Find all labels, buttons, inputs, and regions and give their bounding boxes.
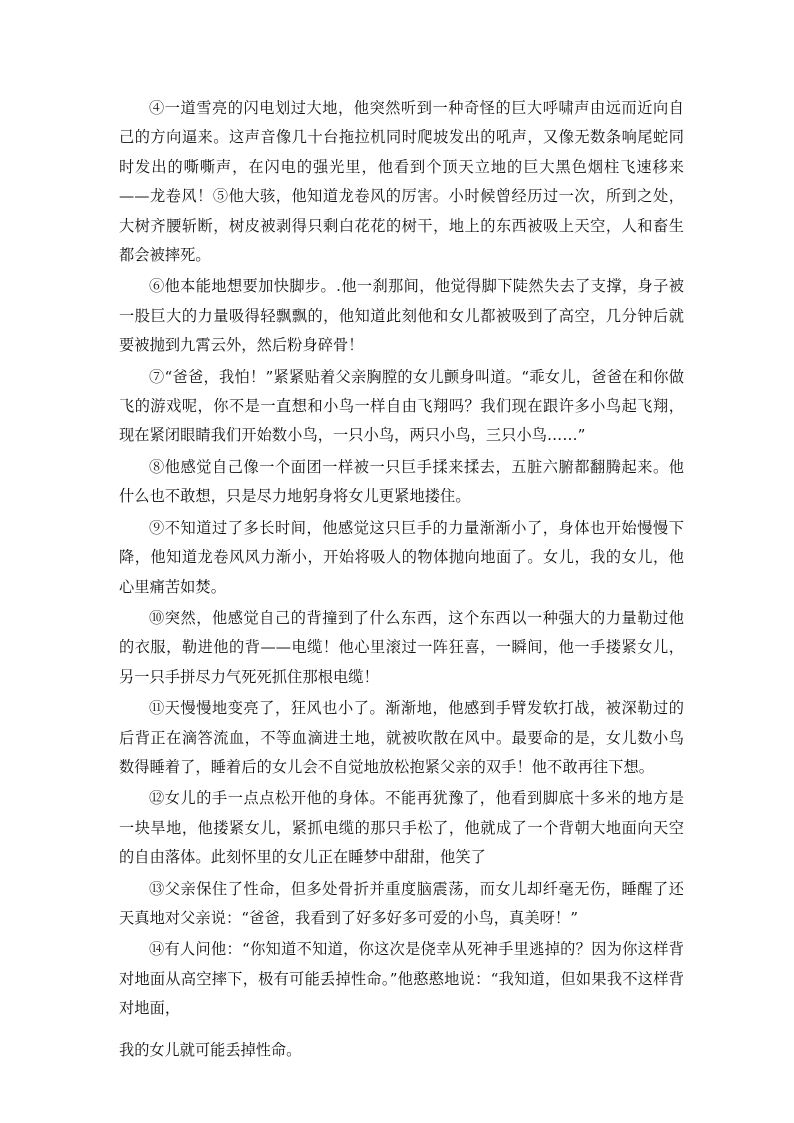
paragraph-12: ⑫女儿的手一点点松开他的身体。不能再犹豫了，他看到脚底十多米的地方是一块旱地，他搂紧女儿，紧抓电缆的那只手松了，他就成了一个背朝大地面向天空的自由落体。此刻怀里的女儿正在睡梦中甜甜，他笑了 <box>119 789 684 867</box>
paragraph-9: ⑨不知道过了多长时间，他感觉这只巨手的力量渐渐小了，身体也开始慢慢下降，他知道龙卷风风力渐小，开始将吸人的物体抛向地面了。女儿，我的女儿，他心里痛苦如焚。 <box>119 518 684 596</box>
article-body <box>119 94 684 1065</box>
final-line: 我的女儿就可能丢掉性命。 <box>119 1040 302 1059</box>
paragraph-4: ④一道雪亮的闪电划过大地，他突然听到一种奇怪的巨大呼啸声由远而近向自己的方向逼来。这声音像几十台拖拉机同时爬坡发出的吼声，又像无数条响尾蛇同时发出的嘶嘶声，在闪电的强光里，他看到个顶天立地的巨大黑色烟柱飞速移来——龙卷风！⑤他大骇，他知道龙卷风的厉害。小时候曾经历过一次，所到之处，大树齐腰斩断，树皮被剥得只剩白花花的树干，地上的东西被吸上天空，人和畜生都会被摔死。 <box>119 99 684 265</box>
paragraph-8: ⑧他感觉自己像一个面团一样被一只巨手揉来揉去，五脏六腑都翻腾起来。他什么也不敢想，只是尽力地躬身将女儿更紧地搂住。 <box>119 457 684 506</box>
paragraph-14: ⑭有人问他：“你知道不知道，你这次是侥幸从死神手里逃掉的？因为你这样背对地面从高空摔下，极有可能丢掉性命。”他憨憨地说：“我知道，但如果我不这样背对地面， <box>119 940 684 1018</box>
paragraph-11: ⑪天慢慢地变亮了，狂风也小了。渐渐地，他感到手臂发软打战，被深勒过的后背正在滴答流血，不等血滴进土地，就被吹散在风中。最要命的是，女儿数小鸟数得睡着了，睡着后的女儿会不自觉地放松抱紧父亲的双手！他不敢再往下想。 <box>119 699 684 776</box>
paragraph-6: ⑥他本能地想要加快脚步。.他一刹那间，他觉得脚下陡然失去了支撑，身子被一股巨大的力量吸得轻飘飘的，他知道此刻他和女儿都被吸到了高空，几分钟后就要被抛到九霄云外，然后粉身碎骨！ <box>119 277 684 355</box>
paragraph-13: ⑬父亲保住了性命，但多处骨折并重度脑震荡，而女儿却纤毫无伤，睡醒了还天真地对父亲说：“爸爸，我看到了好多好多可爱的小鸟，真美呀！” <box>119 879 684 927</box>
paragraph-7: ⑦“爸爸，我怕！”紧紧贴着父亲胸膛的女儿颤身叫道。“乖女儿，爸爸在和你做飞的游戏呢，你不是一直想和小鸟一样自由飞翔吗？我们现在跟许多小鸟起飞翔，现在紧闭眼睛我们开始数小鸟，一只小鸟，两只小鸟，三只小鸟……” <box>119 367 684 445</box>
paragraph-10: ⑩突然，他感觉自己的背撞到了什么东西，这个东西以一种强大的力量勒过他的衣服，勒进他的背——电缆！他心里滚过一阵狂喜，一瞬间，他一手搂紧女儿，另一只手拼尽力气死死抓住那根电缆！ <box>119 608 684 686</box>
